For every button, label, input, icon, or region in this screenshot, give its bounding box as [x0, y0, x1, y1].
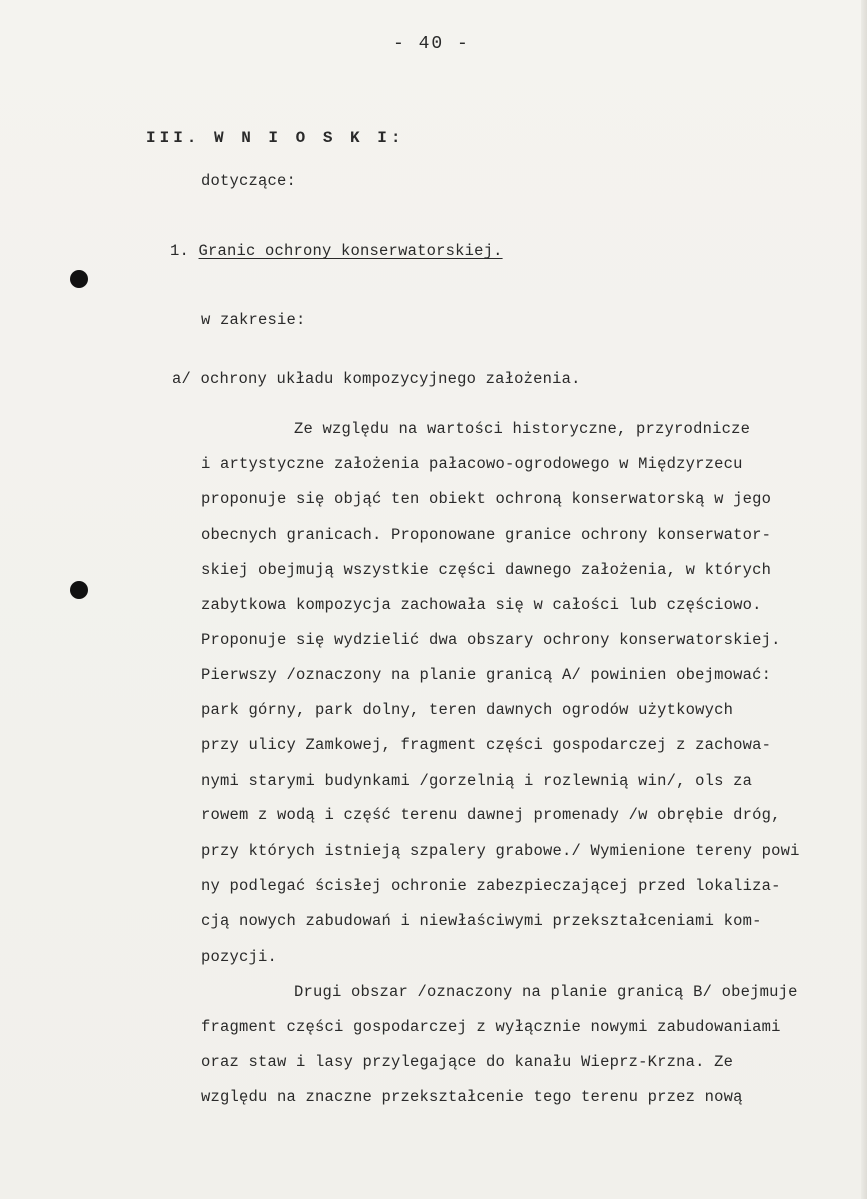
paragraph-1-line: cją nowych zabudowań i niewłaściwymi przekształceniami kom-	[201, 912, 762, 930]
paragraph-1-line: rowem z wodą i część terenu dawnej promenady /w obrębie dróg,	[201, 806, 781, 824]
punch-hole-bottom	[70, 581, 88, 599]
section-heading	[146, 129, 404, 147]
paragraph-1-line: i artystyczne założenia pałacowo-ogrodowego w Międzyrzecu	[201, 455, 743, 473]
item-1-title: Granic ochrony konserwatorskiej.	[198, 242, 503, 260]
paragraph-1-line: Proponuje się wydzielić dwa obszary ochrony konserwatorskiej.	[201, 631, 781, 649]
paragraph-1-line: ny podlegać ścisłej ochronie zabezpieczającej przed lokaliza-	[201, 877, 781, 895]
paragraph-1-line: Pierwszy /oznaczony na planie granicą A/ powinien obejmować:	[201, 666, 772, 684]
subheading: dotyczące:	[201, 172, 297, 190]
paragraph-2-line: Drugi obszar /oznaczony na planie granicą B/ obejmuje	[294, 983, 798, 1001]
paragraph-1-line: pozycji.	[201, 948, 278, 966]
paragraph-1-line: Ze względu na wartości historyczne, przyrodnicze	[294, 420, 751, 438]
point-a-marker: a/	[172, 370, 192, 388]
page-number: - 40 -	[393, 34, 470, 54]
paragraph-1-line: nymi starymi budynkami /gorzelnią i rozlewnią win/, ols za	[201, 772, 753, 790]
paragraph-2-line: względu na znaczne przekształcenie tego terenu przez nową	[201, 1088, 743, 1106]
section-title: W N I O S K I:	[214, 129, 405, 147]
scope-label: w zakresie:	[201, 311, 306, 329]
paragraph-1-line: skiej obejmują wszystkie części dawnego założenia, w których	[201, 561, 772, 579]
section-numeral: III.	[146, 129, 201, 147]
paragraph-1-line: proponuje się objąć ten obiekt ochroną konserwatorską w jego	[201, 490, 772, 508]
item-1-number: 1.	[170, 242, 190, 260]
paragraph-1-line: obecnych granicach. Proponowane granice ochrony konserwator-	[201, 526, 772, 544]
page-edge	[861, 0, 867, 1199]
paragraph-1-line: przy których istnieją szpalery grabowe./ Wymienione tereny powi	[201, 842, 800, 860]
paragraph-2-line: oraz staw i lasy przylegające do kanału Wieprz-Krzna. Ze	[201, 1053, 734, 1071]
item-1-heading	[170, 242, 503, 260]
paragraph-2-line: fragment części gospodarczej z wyłącznie nowymi zabudowaniami	[201, 1018, 781, 1036]
point-a	[172, 370, 581, 388]
paragraph-1-line: przy ulicy Zamkowej, fragment części gospodarczej z zachowa-	[201, 736, 772, 754]
paragraph-1-line: park górny, park dolny, teren dawnych ogrodów użytkowych	[201, 701, 734, 719]
point-a-text: ochrony układu kompozycyjnego założenia.	[200, 370, 581, 388]
paragraph-1-line: zabytkowa kompozycja zachowała się w całości lub częściowo.	[201, 596, 762, 614]
punch-hole-top	[70, 270, 88, 288]
